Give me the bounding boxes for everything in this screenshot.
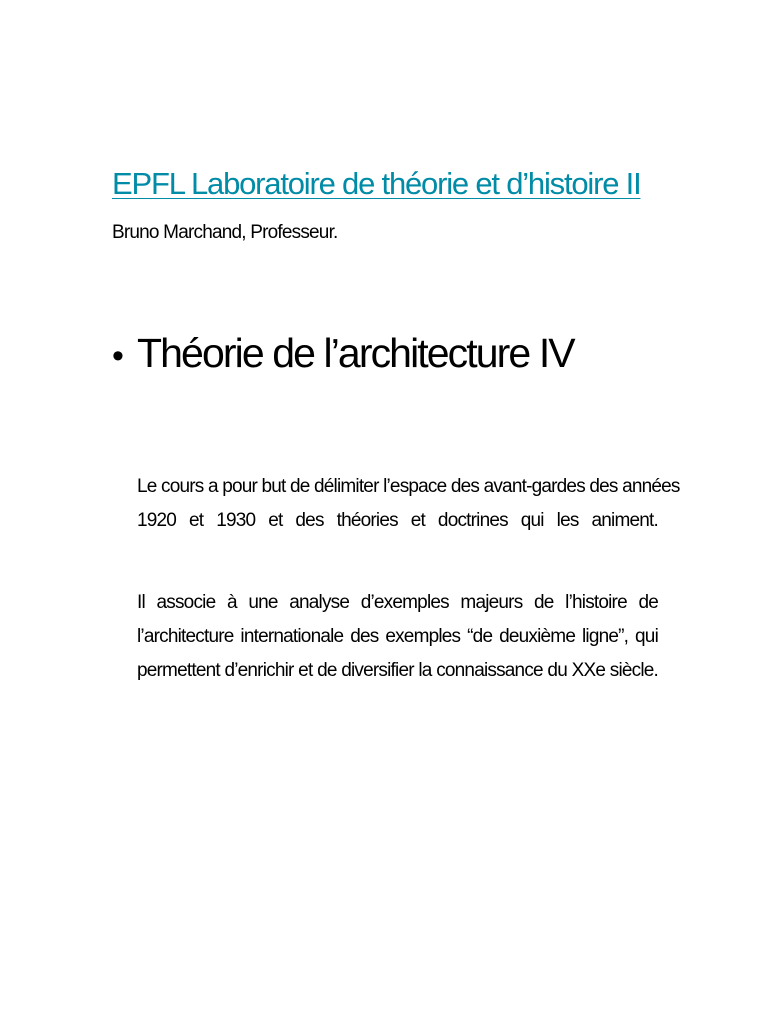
- paragraph-line: Il associe à une analyse d’exemples majeurs de l’histoire de: [137, 592, 658, 613]
- paragraph-course-goal: [137, 470, 680, 538]
- bullet-item: [112, 330, 574, 377]
- paragraph-line: permettent d’enrichir et de diversifier la connaissance du XXe siècle.: [137, 660, 658, 681]
- paragraph-line: 1920 et 1930 et des théories et doctrines qui les animent.: [137, 510, 658, 531]
- paragraph-course-content: [137, 586, 658, 688]
- professor-subtitle: Bruno Marchand, Professeur.: [112, 222, 338, 243]
- paragraph-line: Le cours a pour but de délimiter l’espace des avant-gardes des années: [137, 476, 680, 497]
- lab-title-link[interactable]: EPFL Laboratoire de théorie et d’histoire II: [112, 166, 641, 201]
- paragraph-line: l’architecture internationale des exemples “de deuxième ligne”, qui: [137, 626, 658, 647]
- bullet-icon: •: [112, 337, 124, 375]
- course-title: Théorie de l’architecture IV: [137, 330, 574, 376]
